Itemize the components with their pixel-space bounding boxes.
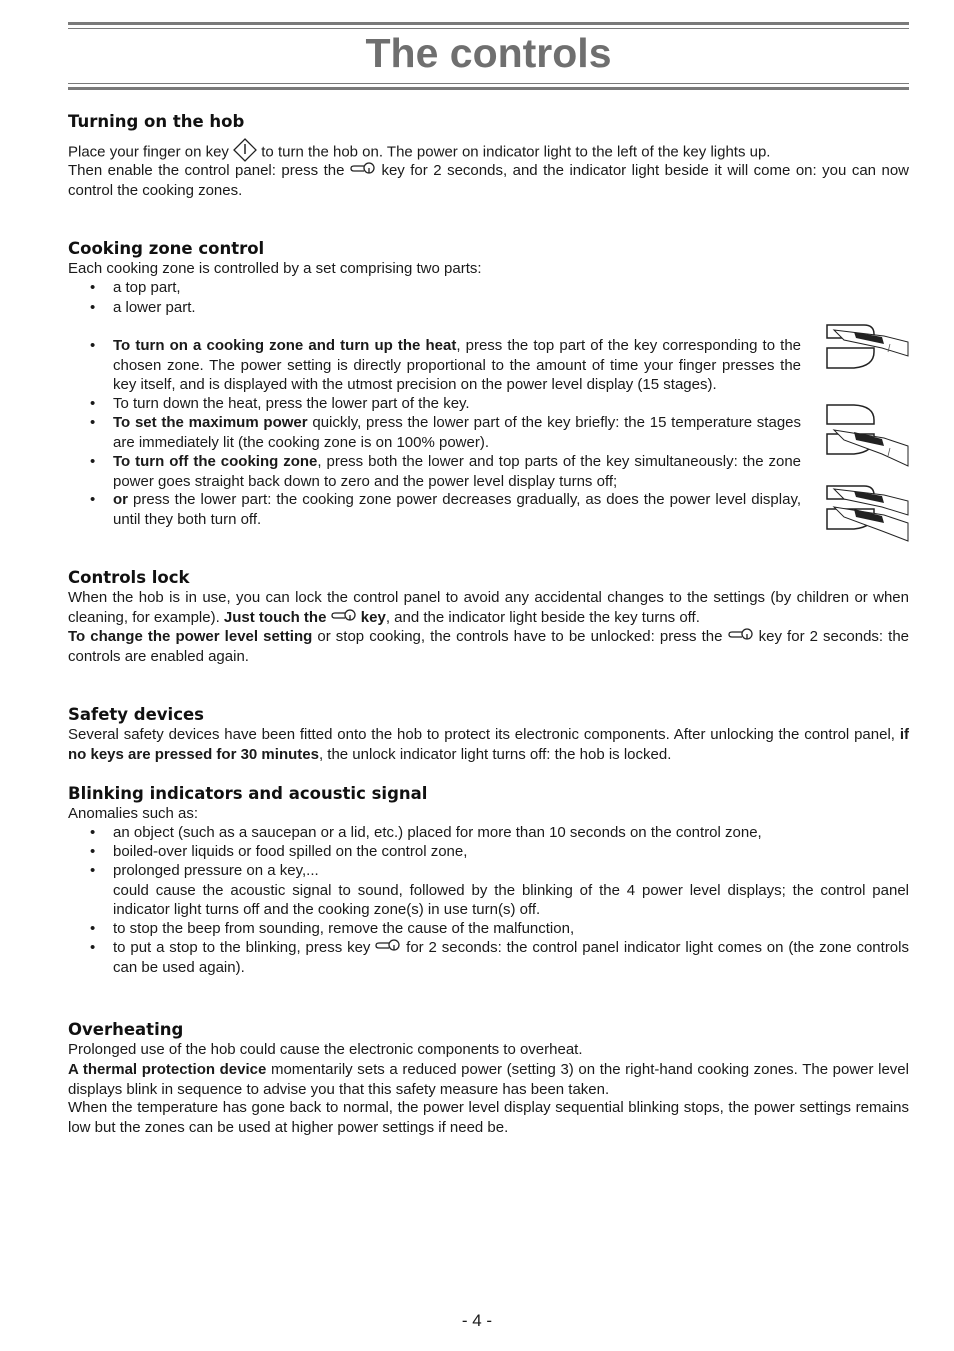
bullet: • <box>90 337 96 354</box>
stop-blinking: to put a stop to the blinking, press key for 2 seconds: the control panel indicator light comes on (the zone controls can be used again). <box>113 939 909 976</box>
bullet: • <box>90 920 96 937</box>
anomaly-liquids: boiled-over liquids or food spilled on the control zone, <box>113 843 468 860</box>
section-heading-blinking: Blinking indicators and acoustic signal <box>68 784 428 803</box>
section-heading-turning-on: Turning on the hob <box>68 112 245 131</box>
key-lock-icon <box>350 161 376 181</box>
instruction-or: or press the lower part: the cooking zone power decreases gradually, as does the power level display, until they both turn off. <box>113 491 801 528</box>
section-heading-safety: Safety devices <box>68 705 204 724</box>
controls-lock-para2: To change the power level setting or stop cooking, the controls have to be unlocked: press the key for 2 seconds: the controls are enabled again. <box>68 628 910 665</box>
bullet: • <box>90 824 96 841</box>
anomaly-pressure: prolonged pressure on a key,... could cause the acoustic signal to sound, followed by the blinking of the 4 power level displays; the control panel indicator light turns off and the cooking zone(s) in use turn(s) off. <box>113 862 909 918</box>
key-lock-icon <box>331 608 357 628</box>
cooking-zone-intro: Each cooking zone is controlled by a set comprising two parts: <box>68 260 482 277</box>
bullet: • <box>90 414 96 431</box>
turning-on-line2: Then enable the control panel: press the key for 2 seconds, and the indicator light beside it will come on: you can now control the cooking zones. <box>68 162 910 199</box>
bullet: • <box>90 939 96 956</box>
overheating-para1: Prolonged use of the hob could cause the electronic components to overheat. <box>68 1041 583 1058</box>
instruction-max-power: To set the maximum power quickly, press the lower part of the key briefly: the 15 temperature stages are immediately lit (the cooking zone is on 100% power). <box>113 414 802 451</box>
bottom-rule-thin <box>68 83 909 84</box>
instruction-turn-on: To turn on a cooking zone and turn up the heat, press the top part of the key corresponding to the chosen zone. The power setting is directly proportional to the amount of time your finger presses the key itself, and is displayed with the utmost precision on the power level display (15 stages). <box>113 337 802 393</box>
bottom-rule <box>68 87 909 90</box>
bullet: • <box>90 299 96 316</box>
section-heading-controls-lock: Controls lock <box>68 568 190 587</box>
overheating-para3: When the temperature has gone back to normal, the power level display sequential blinking stops, the power settings remains low but the zones can be used at higher power settings if need be. <box>68 1099 909 1136</box>
key-lock-icon <box>728 627 754 647</box>
key-lock-icon <box>375 938 401 958</box>
top-rule <box>68 22 909 25</box>
safety-para: Several safety devices have been fitted onto the hob to protect its electronic components. After unlocking the control panel, if no keys are pressed for 30 minutes, the unlock indicator light turns off: the hob is locked. <box>68 726 909 763</box>
bullet: • <box>90 453 96 470</box>
part-lower: a lower part. <box>113 299 196 316</box>
section-heading-cooking-zone: Cooking zone control <box>68 239 265 258</box>
instruction-turn-off: To turn off the cooking zone, press both the lower and top parts of the key simultaneously: the zone power goes straight back down to zero and the power level display turns off; <box>113 453 802 490</box>
top-rule-thin <box>68 28 909 29</box>
controls-lock-para1: When the hob is in use, you can lock the control panel to avoid any accidental changes to the settings (by children or when cleaning, for example). Just touch the key, and the indicator light beside the key turns off. <box>68 589 909 626</box>
anomaly-object: an object (such as a saucepan or a lid, etc.) placed for more than 10 seconds on the control zone, <box>113 824 762 841</box>
part-top: a top part, <box>113 279 181 296</box>
finger-both-press-illustration <box>824 483 910 550</box>
section-heading-overheating: Overheating <box>68 1020 184 1039</box>
bullet: • <box>90 862 96 879</box>
page-number: - 4 - <box>461 1311 493 1330</box>
finger-top-press-illustration <box>824 322 910 377</box>
turning-on-line1: Place your finger on key to turn the hob on. The power on indicator light to the left of the key lights up. <box>68 138 909 168</box>
overheating-para2: A thermal protection device momentarily sets a reduced power (setting 3) on the right-hand cooking zones. The power level displays blink in sequence to advise you that this safety measure has been taken. <box>68 1061 909 1098</box>
bullet: • <box>90 279 96 296</box>
blinking-intro: Anomalies such as: <box>68 805 199 822</box>
finger-lower-press-illustration <box>824 402 910 475</box>
stop-beep: to stop the beep from sounding, remove the cause of the malfunction, <box>113 920 575 937</box>
bullet: • <box>90 395 96 412</box>
bullet: • <box>90 843 96 860</box>
bullet: • <box>90 491 96 508</box>
page-title: The controls <box>365 30 612 76</box>
instruction-turn-down: To turn down the heat, press the lower part of the key. <box>113 395 470 412</box>
